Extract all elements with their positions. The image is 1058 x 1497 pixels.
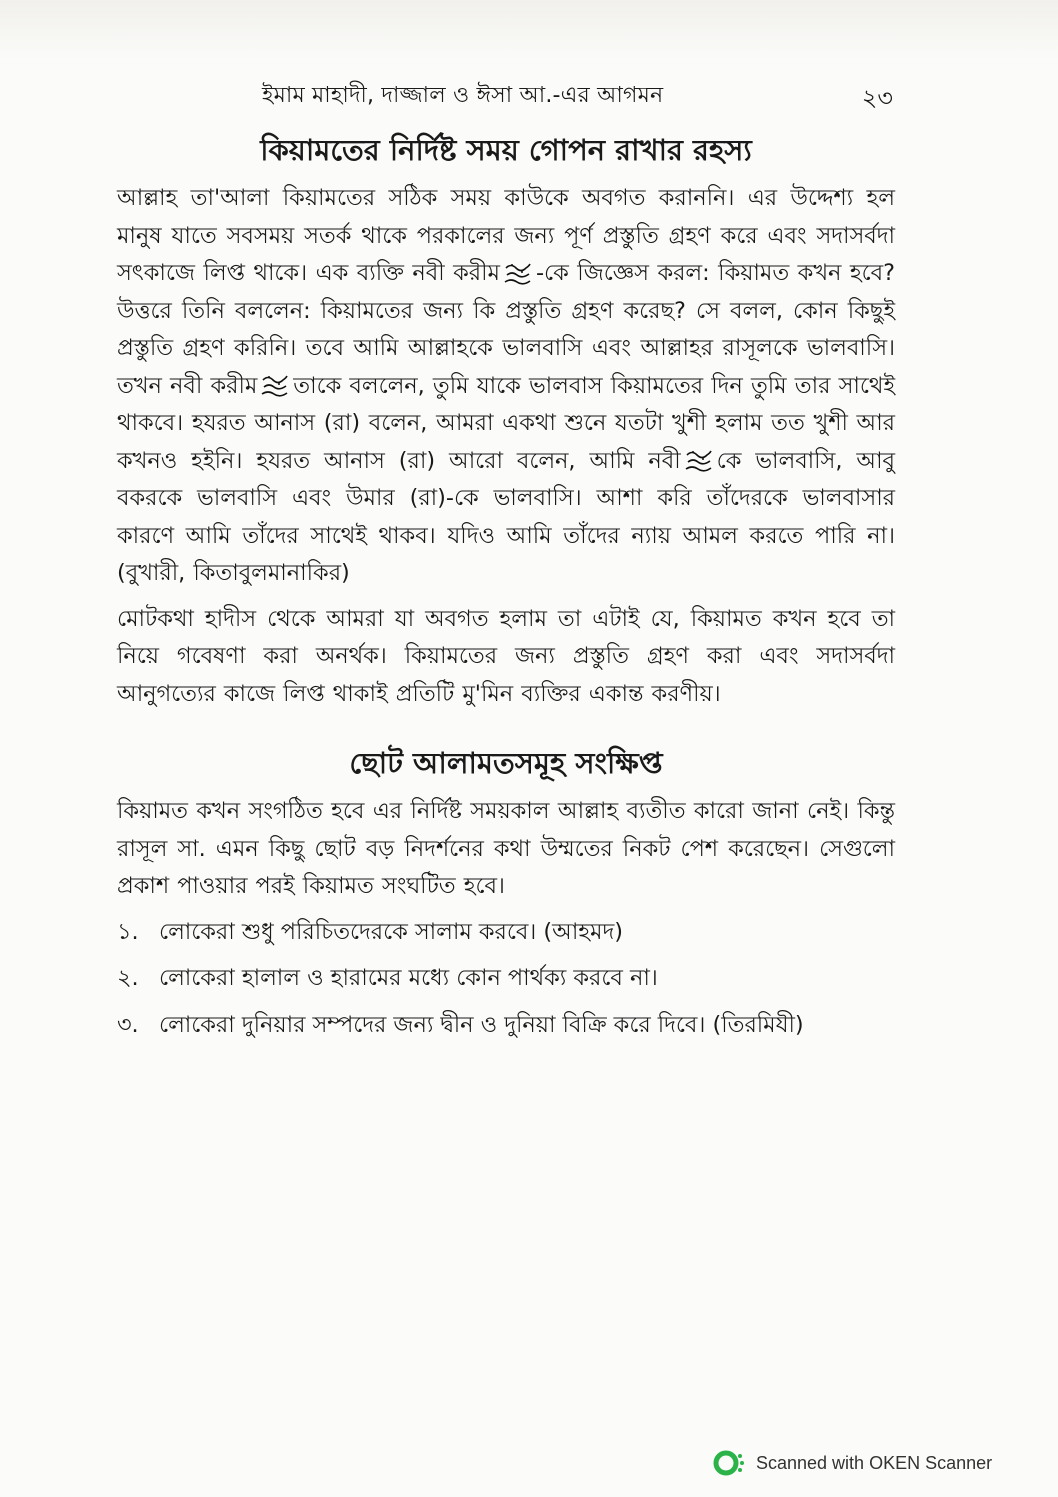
page-number: ২৩ bbox=[861, 84, 893, 112]
list-item-text: লোকেরা দুনিয়ার সম্পদের জন্য দ্বীন ও দুনিয়া বিক্রি করে দিবে। (তিরমিযী) bbox=[159, 1011, 804, 1038]
paragraph-hadith bbox=[117, 180, 895, 593]
hadith-text-part-4: কে ভালবাসি, আবু বকরকে ভালবাসি এবং উমার (রা)-কে ভালবাসি। আশা করি তাঁদেরকে ভালবাসার কারণে আমি তাঁদের সাথেই থাকব। যদিও আমি তাঁদের ন্যায় আমল করতে পারি না। (বুখারী, কিতাবুলমানাকির) bbox=[117, 447, 895, 586]
list-item bbox=[117, 960, 895, 998]
list-item-text: লোকেরা শুধু পরিচিতদেরকে সালাম করবে। (আহমদ) bbox=[159, 918, 623, 945]
oken-scanner-logo-icon bbox=[712, 1448, 746, 1478]
hadith-text-part-1: আল্লাহ তা'আলা কিয়ামতের সঠিক সময় কাউকে অবগত করাননি। এর উদ্দেশ্য হল মানুষ যাতে সবসময় সতর্ক থাকে পরকালের জন্য পূর্ণ প্রস্তুতি গ্রহণ করে এবং সদাসর্বদা সৎকাজে লিপ্ত থাকে। এক ব্যক্তি নবী করীম bbox=[117, 185, 895, 286]
salawat-glyph-icon bbox=[260, 373, 290, 399]
list-item bbox=[117, 1007, 895, 1045]
page-top-shadow bbox=[0, 0, 1058, 60]
list-item-number: ২. bbox=[117, 965, 139, 991]
paragraph-conclusion: মোটকথা হাদীস থেকে আমরা যা অবগত হলাম তা এটাই যে, কিয়ামত কখন হবে তা নিয়ে গবেষণা করা অনর্থক। কিয়ামতের জন্য প্রস্তুতি গ্রহণ করা এবং সদাসর্বদা আনুগত্যের কাজে লিপ্ত থাকাই প্রতিটি মু'মিন ব্যক্তির একান্ত করণীয়। bbox=[117, 605, 895, 707]
list-item-number: ১. bbox=[117, 918, 139, 945]
paragraph-minor-signs-intro: কিয়ামত কখন সংগঠিত হবে এর নির্দিষ্ট সময়কাল আল্লাহ ব্যতীত কারো জানা নেই। কিন্তু রাসূল সা. এমন কিছু ছোট বড় নিদর্শনের কথা উম্মতের নিকট পেশ করেছেন। সেগুলো প্রকাশ পাওয়ার পরই কিয়ামত সংঘটিত হবে। bbox=[117, 798, 895, 899]
hadith-text-part-3: তাকে বললেন, তুমি যাকে ভালবাস কিয়ামতের দিন তুমি তার সাথেই থাকবে। হযরত আনাস (রা) বলেন, আমরা একথা শুনে যতটা খুশী হলাম তত খুশী আর কখনও হইনি। হযরত আনাস (রা) আরো বলেন, আমি নবী bbox=[117, 372, 896, 474]
page-content bbox=[117, 130, 895, 1053]
section-heading-minor-signs: ছোট আলামতসমূহ সংক্ষিপ্ত bbox=[349, 746, 663, 780]
book-title: ইমাম মাহাদী, দাজ্জাল ও ঈসা আ.-এর আগমন bbox=[262, 83, 664, 108]
watermark-text: Scanned with OKEN Scanner bbox=[756, 1452, 993, 1473]
salawat-glyph-icon bbox=[503, 261, 533, 287]
scanner-watermark bbox=[712, 1448, 992, 1478]
hadith-text-part-2: -কে জিজ্ঞেস করল: কিয়ামত কখন হবে? উত্তরে তিনি বললেন: কিয়ামতের জন্য কি প্রস্তুতি গ্রহণ করেছ? সে বলল, কোন কিছুই প্রস্তুতি গ্রহণ করিনি। তবে আমি আল্লাহকে ভালবাসি এবং আল্লাহর রাসূলকে ভালবাসি। তখন নবী করীম bbox=[117, 260, 895, 399]
list-item-number: ৩. bbox=[117, 1011, 139, 1038]
salawat-glyph-icon bbox=[684, 448, 714, 474]
list-item bbox=[117, 914, 895, 952]
running-head bbox=[0, 78, 1058, 118]
list-item-text: লোকেরা হালাল ও হারামের মধ্যে কোন পার্থক্য করবে না। bbox=[159, 965, 658, 991]
minor-signs-list bbox=[117, 914, 895, 1045]
section-heading-secret-of-hour: কিয়ামতের নির্দিষ্ট সময় গোপন রাখার রহস্য bbox=[260, 133, 752, 167]
